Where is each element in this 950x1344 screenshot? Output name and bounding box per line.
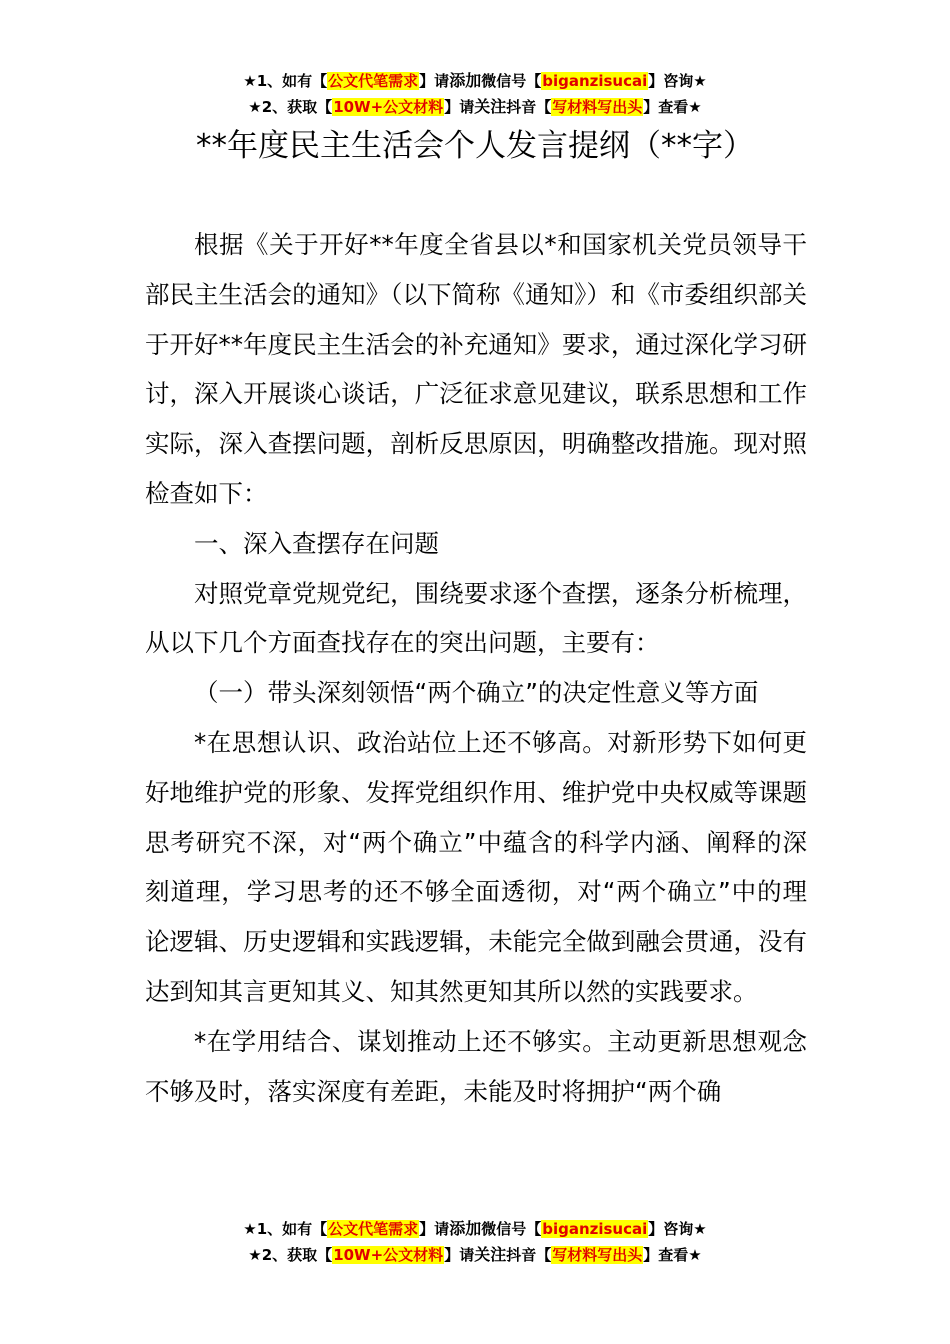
highlight-douyin-id: 写材料写出头 [552,1246,643,1264]
promo-banner-top [0,68,950,120]
promo-line-2: ★2、获取【10W+公文材料】请关注抖音【写材料写出头】查看★ [248,1245,702,1264]
highlight-service: 公文代笔需求 [328,1220,419,1238]
paragraph: 根据《关于开好**年度全省县以*和国家机关党员领导干部民主生活会的通知》（以下简称《通知》）和《市委组织部关于开好**年度民主生活会的补充通知》要求，通过深化学习研讨，深入开展谈心谈话，广泛征求意见建议，联系思想和工作实际，深入查摆问题，剖析反思原因，明确整改措施。现对照检查如下： [145,230,807,508]
paragraph: *在思想认识、政治站位上还不够高。对新形势下如何更好地维护党的形象、发挥党组织作用、维护党中央权威等课题思考研究不深，对“两个确立”中蕴含的科学内涵、阐释的深刻道理，学习思考的还不够全面透彻，对“两个确立”中的理论逻辑、历史逻辑和实践逻辑，未能完全做到融会贯通，没有达到知其言更知其义、知其然更知其所以然的实践要求。 [145,727,807,1006]
highlight-service: 公文代笔需求 [328,72,419,90]
promo-line-1: ★1、如有【公文代笔需求】请添加微信号【biganzisucai】咨询★ [243,1219,707,1238]
paragraph: 对照党章党规党纪，围绕要求逐个查摆，逐条分析梳理，从以下几个方面查找存在的突出问题，主要有： [145,578,807,658]
paragraph: *在学用结合、谋划推动上还不够实。主动更新思想观念不够及时，落实深度有差距，未能及时将拥护“两个确 [145,1026,807,1106]
highlight-wechat-id: biganzisucai [542,1220,648,1238]
promo-banner-bottom [0,1216,950,1268]
highlight-materials: 10W+公文材料 [333,1246,444,1264]
document-title: **年度民主生活会个人发言提纲（**字） [196,128,754,164]
highlight-materials: 10W+公文材料 [333,98,444,116]
subsection-heading: （一）带头深刻领悟“两个确立”的决定性意义等方面 [194,678,759,708]
section-heading: 一、深入查摆存在问题 [194,528,439,558]
promo-line-1: ★1、如有【公文代笔需求】请添加微信号【biganzisucai】咨询★ [243,71,707,90]
document-body [145,220,807,1116]
promo-line-2: ★2、获取【10W+公文材料】请关注抖音【写材料写出头】查看★ [248,97,702,116]
highlight-wechat-id: biganzisucai [542,72,648,90]
highlight-douyin-id: 写材料写出头 [552,98,643,116]
